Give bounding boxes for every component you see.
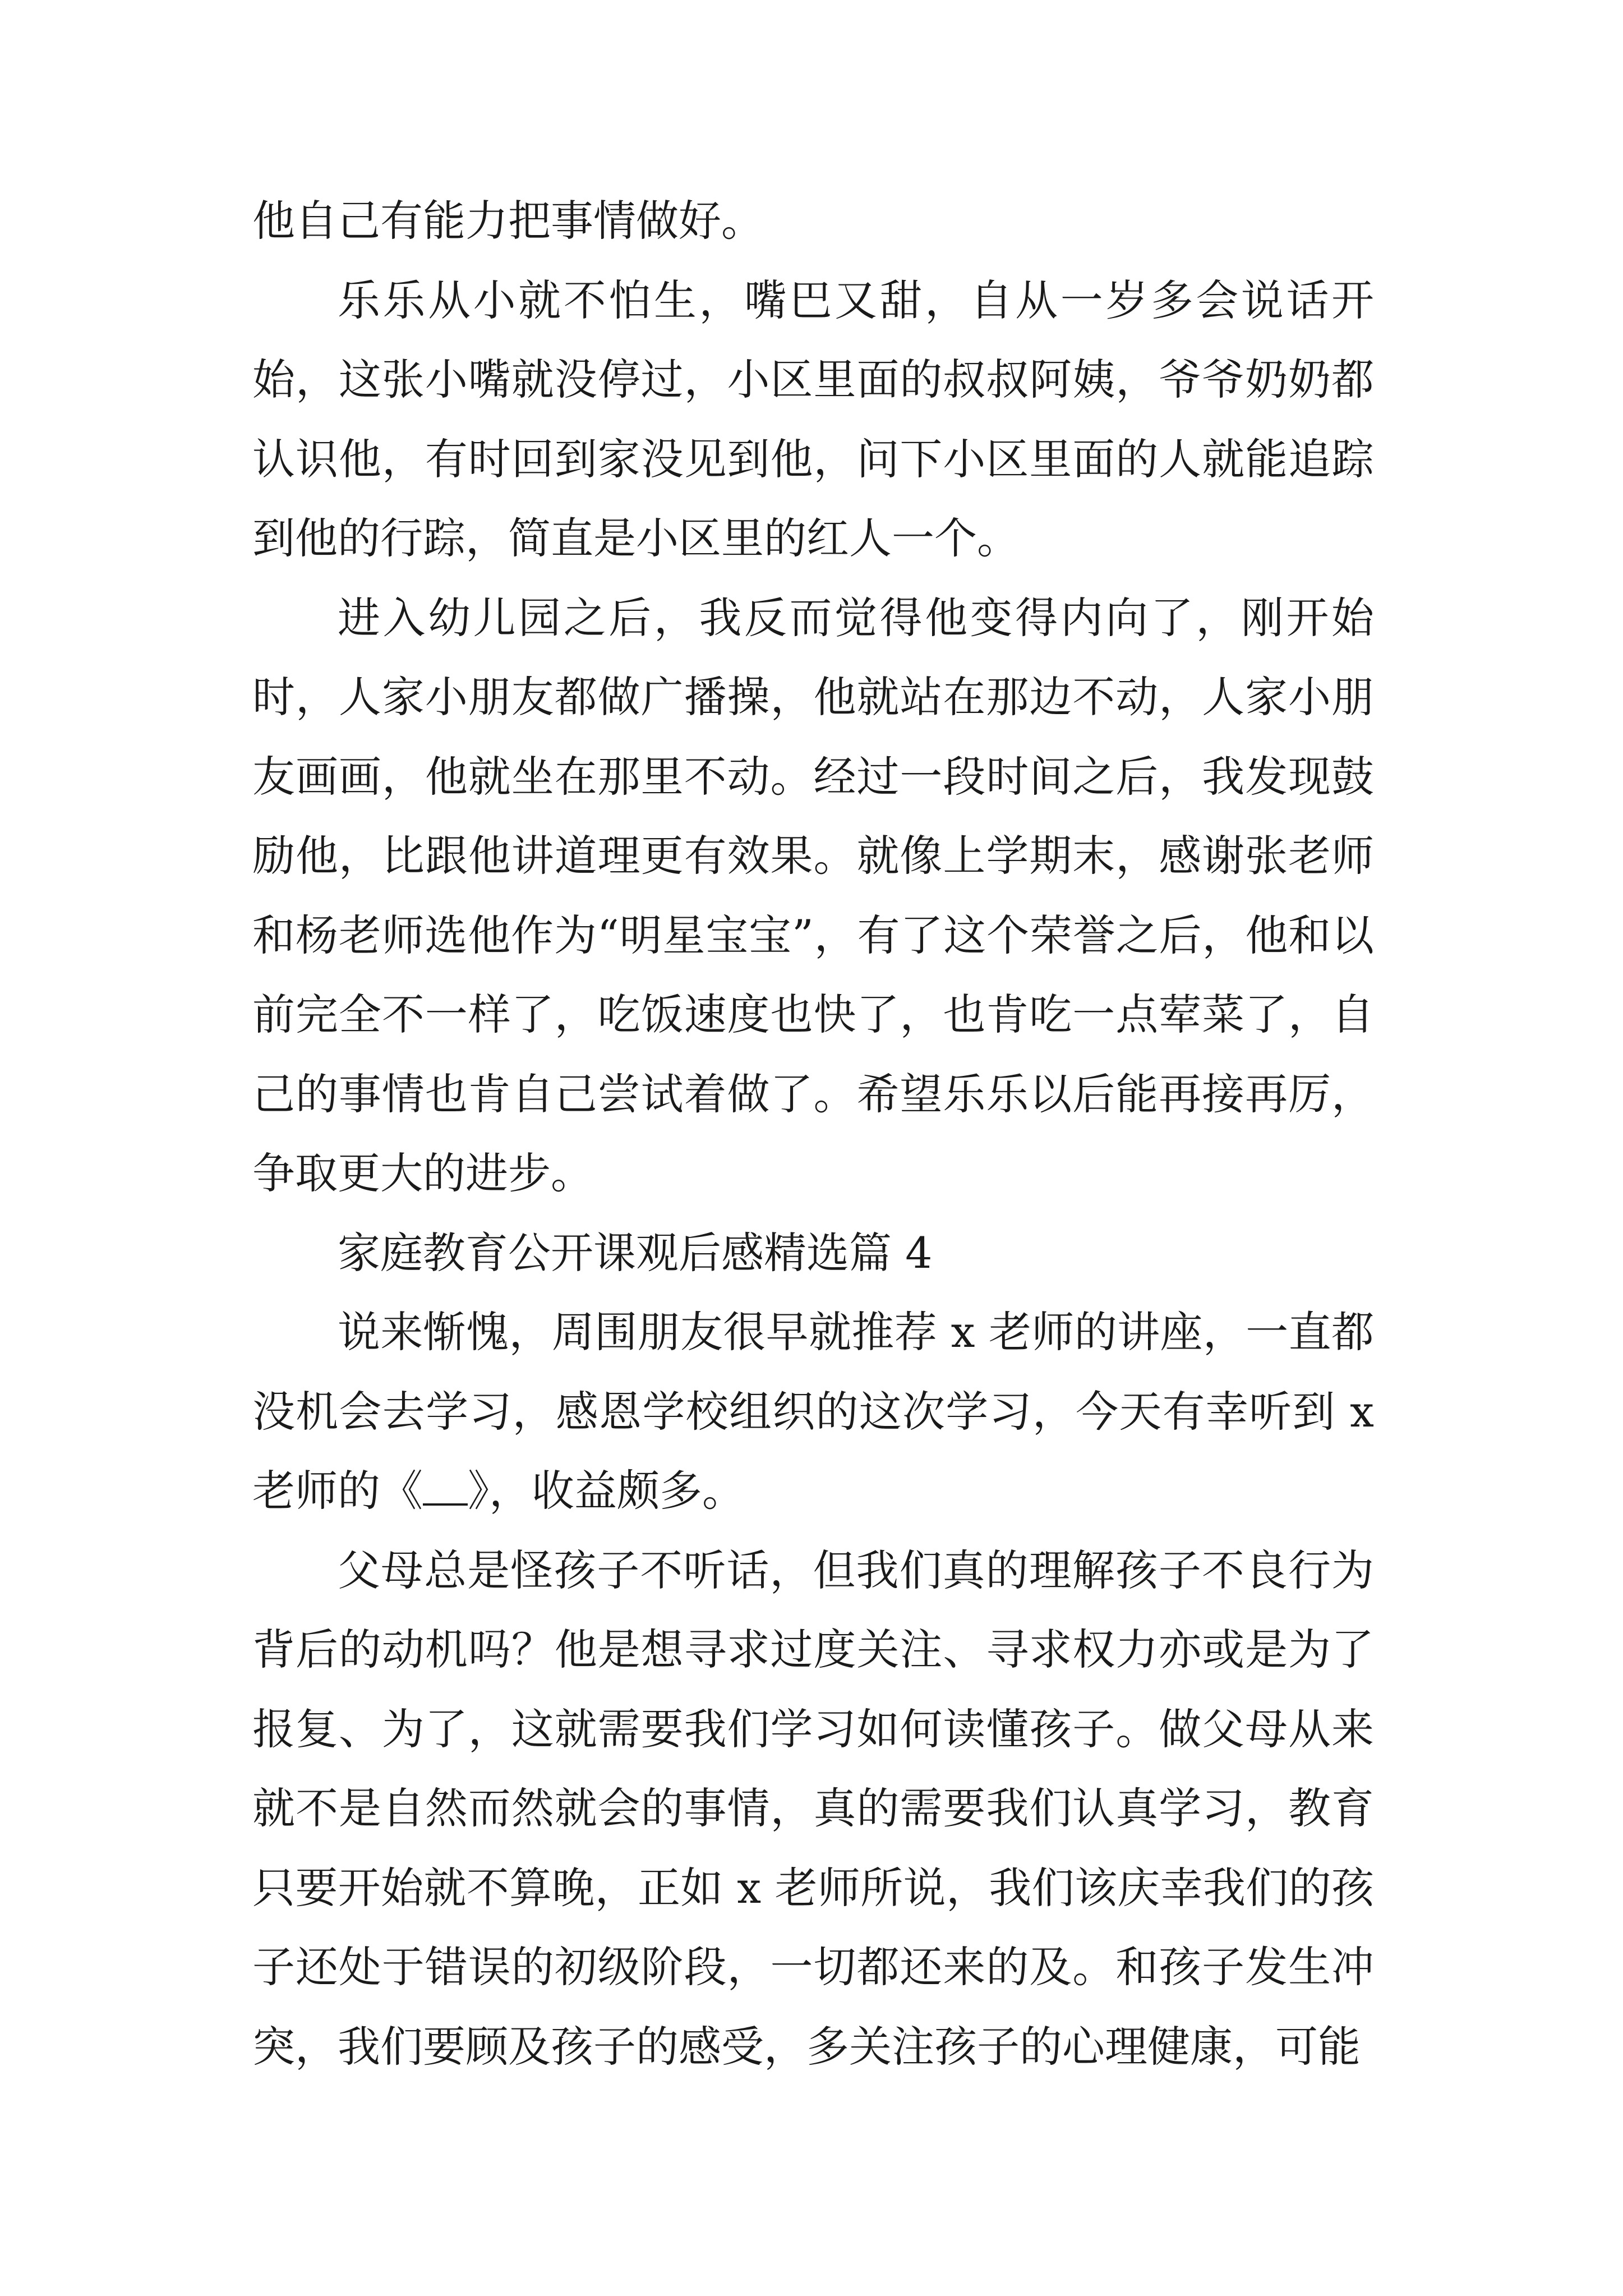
document-body	[252, 181, 1374, 2086]
fill-in-blank	[423, 1503, 468, 1506]
section-heading: 家庭教育公开课观后感精选篇 4	[338, 1227, 933, 1278]
paragraph-text-after-blank: 》，收益颇多。	[468, 1466, 745, 1516]
paragraph: 进入幼儿园之后，我反而觉得他变得内向了，刚开始时，人家小朋友都做广播操，他就站在那边不动，人家小朋友画画，他就坐在那里不动。经过一段时间之后，我发现鼓励他，比跟他讲道理更有效果。就像上学期末，感谢张老师和杨老师选他作为“明星宝宝”，有了这个荣誉之后，他和以前完全不一样了，吃饭速度也快了，也肯吃一点荤菜了，自己的事情也肯自己尝试着做了。希望乐乐以后能再接再厉，争取更大的进步。	[252, 592, 1374, 1198]
paragraph-text-before-blank: 说来惭愧，周围朋友很早就推荐 x 老师的讲座，一直都没机会去学习，感恩学校组织的这次学习，今天有幸听到 x 老师的《	[252, 1307, 1374, 1516]
paragraph: 乐乐从小就不怕生，嘴巴又甜，自从一岁多会说话开始，这张小嘴就没停过，小区里面的叔叔阿姨，爷爷奶奶都认识他，有时回到家没见到他，问下小区里面的人就能追踪到他的行踪，简直是小区里的红人一个。	[252, 275, 1374, 563]
paragraph: 父母总是怪孩子不听话，但我们真的理解孩子不良行为背后的动机吗？他是想寻求过度关注、寻求权力亦或是为了报复、为了，这就需要我们学习如何读懂孩子。做父母从来就不是自然而然就会的事情，真的需要我们认真学习，教育只要开始就不算晚，正如 x 老师所说，我们该庆幸我们的孩子还处于错误的初级阶段，一切都还来的及。和孩子发生冲突，我们要顾及孩子的感受，多关注孩子的心理健康，可能	[252, 1545, 1374, 2072]
paragraph: 他自己有能力把事情做好。	[252, 196, 764, 246]
paragraph	[252, 1292, 1374, 1531]
